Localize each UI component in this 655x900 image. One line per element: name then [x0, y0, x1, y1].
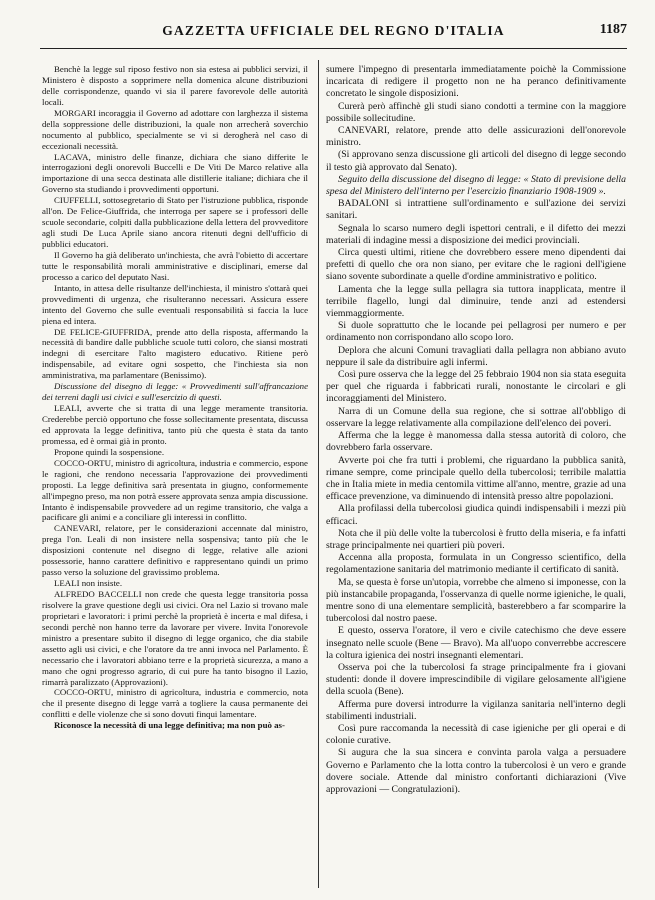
paragraph: LEALI non insiste.: [54, 578, 123, 589]
page-number: 1187: [599, 22, 627, 37]
paragraph: CANEVARI, relatore, per le considerazioni accennate dal ministro, prega l'on. Leali di non insistere nella sospensiva; tanto più che le disposizioni contenute nel disegno di legge, relative alle azioni possessorie, hanno carattere definitivo e rappresentano quindi un primo passo verso la soluzione del gravissimo problema.: [42, 523, 308, 578]
paragraph: Narra di un Comune della sua regione, che si sottrae all'obbligo di osservare la legge relativamente alla compilazione dell'elenco dei poveri.: [326, 405, 626, 429]
paragraph: Ma, se questa è forse un'utopia, vorrebbe che almeno si imponesse, con la più instancabile propaganda, l'osservanza di quelle norme igieniche, le quali, mentre sono di una elementare semplicità, basterebbero a far scomparire la tubercolosi dal nostro paese.: [326, 576, 626, 625]
paragraph: LEALI, avverte che si tratta di una legge meramente transitoria. Crederebbe perciò opportuno che fosse sollecitamente presentata, discussa ed approvata la legge definitiva, tanto più che questa è stata da tanto promessa, ed è ormai già in pronto.: [42, 403, 308, 446]
paragraph: ALFREDO BACCELLI non crede che questa legge transitoria possa risolvere la grave questione degli usi civici. Ora nel Lazio si trovano male proprietari e lavoratori: i primi perchè la proprietà è incerta e mal difesa, i secondi perchè non hanno terre da lavorare per vivere. Invita l'onorevole ministro a presentare subito il disegno di legge organico, che dia stabile assetto agli usi civici, e che l'oratore da tre anni invoca nel Parlamento. È necessario che i lavoratori abbiano terre e la proprietà sicurezza, a mano a mano che ogni progresso agrario, di cui pure ha tanto bisogno il Lazio, rimarrà paralizzato (Approvazioni).: [42, 589, 308, 687]
bill-discussion-heading: Discussione del disegno di legge: « Provvedimenti sull'affrancazione dei terreni dagli usi civici e sull'esercizio di questi.: [42, 381, 308, 403]
paragraph: COCCO-ORTU, ministro di agricoltura, industria e commercio, espone le ragioni, che rendono necessaria l'approvazione dei provvedimenti proposti. La legge definitiva sarà presentata in giugno, conformemente all'impegno preso, ma non potrà essere approvata senza ampia discussione. Intanto è indispensabile provvedere ad un regime transitorio, che valga a pacificare gli animi e a conciliare gli interessi in conflitto.: [42, 457, 308, 523]
paragraph: BADALONI si intrattiene sull'ordinamento e sull'azione dei servizi sanitari.: [326, 198, 626, 222]
paragraph: Riconosce la necessità di una legge definitiva; ma non può as-: [54, 720, 285, 731]
paragraph: Avverte poi che fra tutti i problemi, che riguardano la pubblica sanità, rimane sempre, come principale quello della tubercolosi; terribile malattia che in Italia miete in media centomila vittime all'anno, mentre, grazie ad una efficace prevenzione, va diminuendo di intensità presso altre popolazioni.: [326, 454, 626, 503]
paragraph: Si augura che la sua sincera e convinta parola valga a persuadere Governo e Parlamento che la lotta contro la tubercolosi è un vero e grande dovere sociale. Attende dal ministro confortanti dichiarazioni (Vive approvazioni — Congratulazioni).: [326, 747, 626, 795]
paragraph: Così pure raccomanda la necessità di case igieniche per gli operai e di colonie curative.: [326, 722, 626, 747]
paragraph: Intanto, in attesa delle risultanze dell'inchiesta, il ministro s'ottarà quei provvedimenti di urgenza, che risulteranno necessari. Assicura essere intento del Governo che sulle eventuali responsabilità si faccia la luce piena ed intera.: [42, 282, 308, 326]
paragraph: LACAVA, ministro delle finanze, dichiara che siano differite le interrogazioni degli onorevoli Buccelli e De Viti De Marco relative alla importazione di una secca destinata alle distillerie italiane; dichiara che il Governo sta studiando i provvedimenti opportuni.: [42, 151, 308, 195]
column-divider: [318, 60, 319, 888]
paragraph: MORGARI incoraggia il Governo ad adottare con larghezza il sistema della soppressione delle distribuzioni, la quale non arrecherà soverchio nocumento al pubblico, specialmente se vi si derogherà nel caso di eccezionali necessità.: [42, 107, 308, 151]
paragraph: Accenna alla proposta, formulata in un Congresso scientifico, della regolamentazione sanitaria del matrimonio mediante il certificato di sanità.: [326, 552, 626, 576]
paragraph: CIUFFELLI, sottosegretario di Stato per l'istruzione pubblica, risponde all'on. De Felice-Giuffrida, che interroga per sapere se i professori delle scuole secondarie, colpiti dalla pubblicazione della lettera del provveditore agli studi De Luca Aprile siano ancora ritenuti degni dell'ufficio di pubblici educatori.: [42, 195, 308, 249]
page-header: [40, 20, 627, 44]
paragraph: Segnala lo scarso numero degli ispettori centrali, e il difetto dei mezzi materiali di indagine messi a disposizione dei medici provinciali.: [326, 222, 626, 246]
paragraph: CANEVARI, relatore, prende atto delle assicurazioni dell'onorevole ministro.: [326, 125, 626, 149]
paragraph: sumere l'impegno di presentarla immediatamente poichè la Commissione incaricata di redigere il progetto non ne ha peranco definitivamente concretato le singole disposizioni.: [326, 64, 626, 100]
paragraph: Così pure osserva che la legge del 25 febbraio 1904 non sia stata eseguita per quel che riguarda i fabbricati rurali, nonostante le circolari e gli incoraggiamenti del Ministero.: [326, 369, 626, 405]
paragraph: E questo, osserva l'oratore, il vero e civile catechismo che deve essere insegnato nelle scuole (Bene — Bravo). Ma all'uopo converrebbe accrescere la coltura igienica dei nostri insegnanti elementari.: [326, 625, 626, 661]
right-column: [326, 64, 626, 796]
paragraph: Propone quindi la sospensione.: [54, 446, 165, 457]
paragraph: Il Governo ha già deliberato un'inchiesta, che avrà l'obietto di accertare tutte le responsabilità morali amministrative e disciplinari, emerse dal processo a carico del deputato Nasi.: [42, 249, 308, 282]
paragraph: Nota che il più delle volte la tubercolosi è frutto della miseria, e fa infatti strage principalmente nei quartieri più poveri.: [326, 527, 626, 551]
paragraph: Deplora che alcuni Comuni travagliati dalla pellagra non abbiano avuto neppure il sale da distribuire agli infermi.: [326, 344, 626, 368]
header-rule: [40, 48, 627, 49]
paragraph: Afferma che la legge è manomessa dalla stessa autorità di coloro, che dovrebbero farla osservare.: [326, 430, 626, 454]
paragraph: (Si approvano senza discussione gli articoli del disegno di legge secondo il testo già approvato dal Senato).: [326, 149, 626, 173]
paragraph: Si duole soprattutto che le locande pei pellagrosi per numero e per ordinamento non corrispondano allo scopo loro.: [326, 320, 626, 344]
paragraph: Circa questi ultimi, ritiene che dovrebbero essere meno dipendenti dai prefetti di quello che ora non siano, per evitare che le ragioni dell'igiene siano sovente subordinate a quelle d'ordine amministrativo e politico.: [326, 247, 626, 283]
paragraph: DE FELICE-GIUFFRIDA, prende atto della risposta, affermando la necessità di bandire dalle pubbliche scuole tutti coloro, che siansi mostrati indegni di esercitare l'alto magistero educativo. Ritiene però indispensabile, ad evitare ogni sospetto, che l'inchiesta sia non amministrativa, ma parlamentare (Benissimo).: [42, 326, 308, 381]
paragraph: COCCO-ORTU, ministro di agricoltura, industria e commercio, nota che il presente disegno di legge varrà a togliere la causa permanente dei conflitti e delle violenze che si sono dovuti finqui lamentare.: [42, 687, 308, 720]
paragraph: Afferma pure doversi introdurre la vigilanza sanitaria nell'interno degli stabilimenti industriali.: [326, 698, 626, 722]
gazette-title: GAZZETTA UFFICIALE DEL REGNO D'ITALIA: [162, 23, 505, 38]
paragraph: Curerà però affinchè gli studi siano condotti a termine con la maggiore possibile sollecitudine.: [326, 100, 626, 124]
paragraph: Alla profilassi della tubercolosi giudica quindi indispensabili i mezzi più efficaci.: [326, 503, 626, 527]
bill-discussion-heading: Seguito della discussione del disegno di legge: « Stato di previsione della spesa del Ministero dell'interno per l'esercizio finanziario 1908-1909 ».: [326, 173, 626, 198]
paragraph: Lamenta che la legge sulla pellagra sia tuttora inapplicata, mentre il terribile flagello, lungi dal diminuire, tende anzi ad estendersi viemmaggiormente.: [326, 283, 626, 320]
paragraph: Benchè la legge sul riposo festivo non sia estesa ai pubblici servizi, il Ministero è disposto a sopprimere nella domenica alcune distribuzioni delle corrispondenze, quando vi sia il parere favorevole delle autorità locali.: [42, 64, 308, 107]
left-column: [42, 64, 308, 731]
paragraph: Osserva poi che la tubercolosi fa strage principalmente fra i giovani studenti: donde il dovere imprescindibile di vigilare gelosamente all'igiene della scuola (Bene).: [326, 661, 626, 698]
